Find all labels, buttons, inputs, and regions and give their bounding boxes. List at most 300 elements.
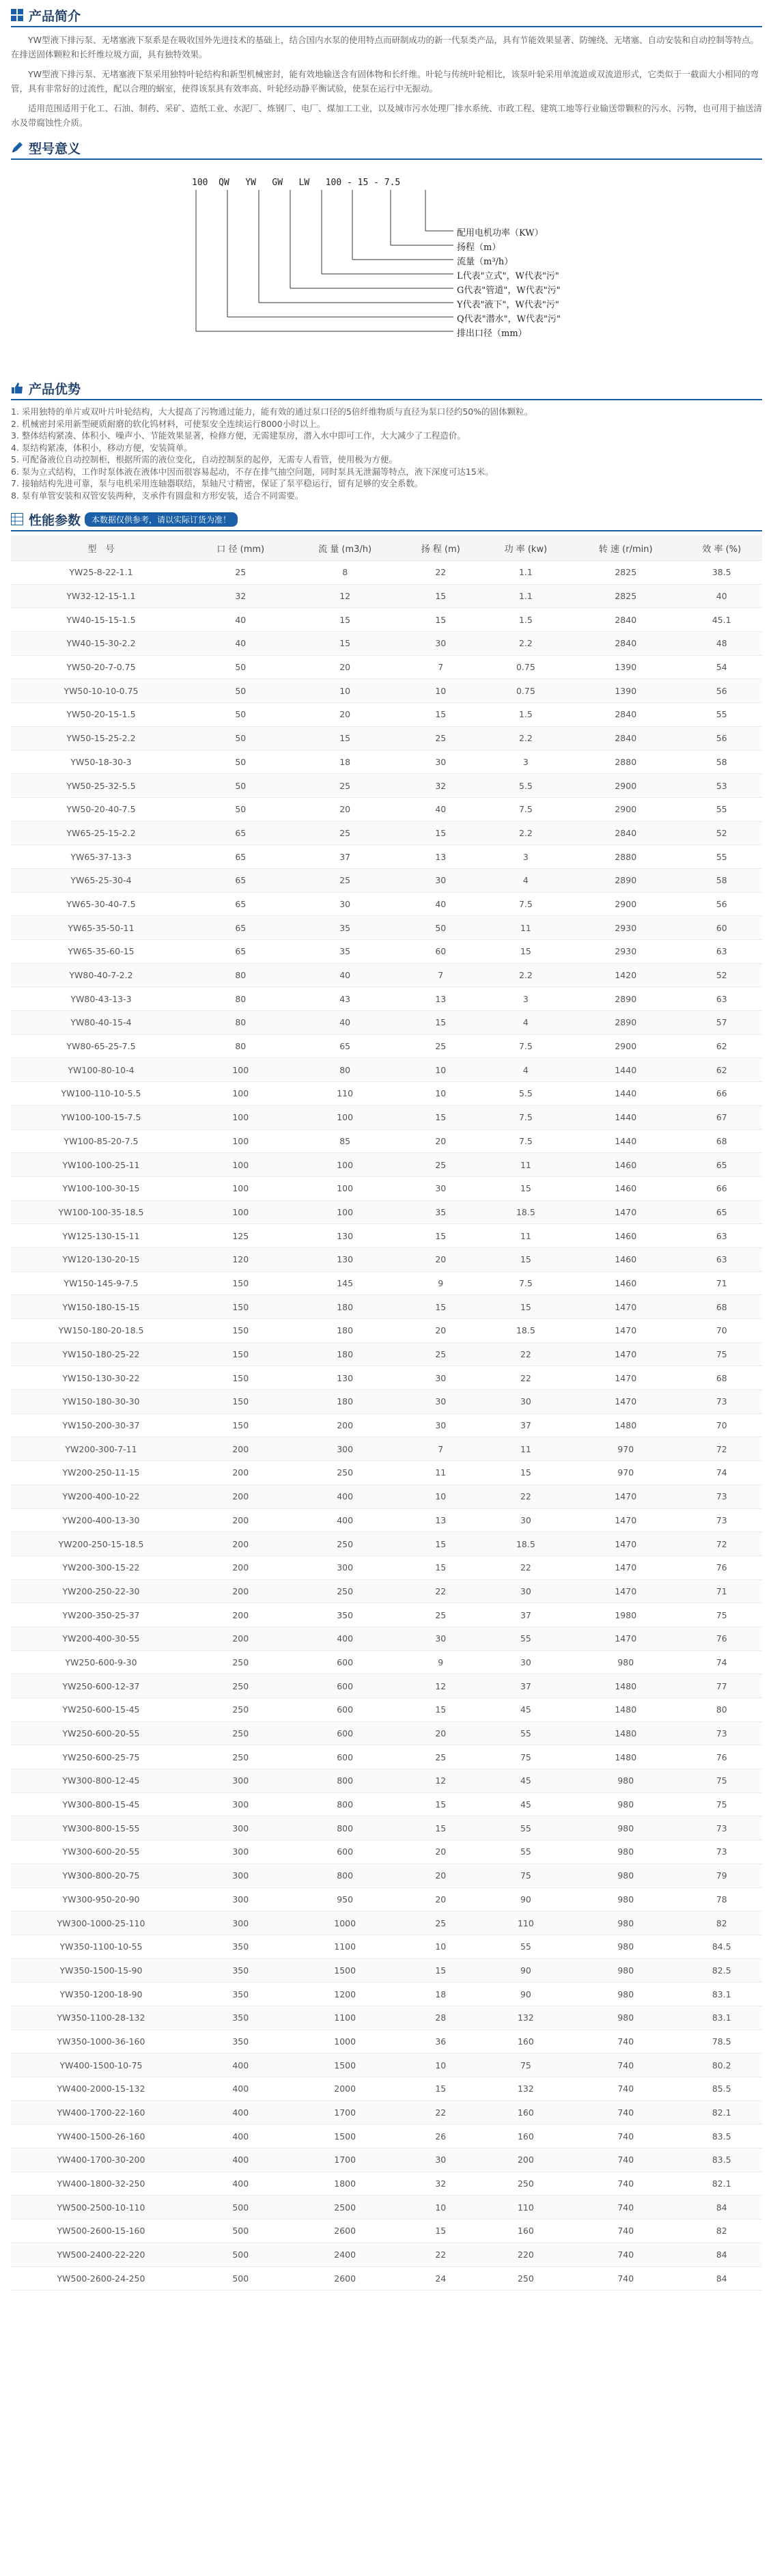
- table-cell: 500: [191, 2219, 290, 2243]
- table-row: [11, 2219, 762, 2243]
- table-cell: 4: [481, 1011, 570, 1035]
- table-row: [11, 1461, 762, 1485]
- table-cell: 37: [481, 1674, 570, 1698]
- table-cell: 400: [290, 1508, 400, 1532]
- table-cell: 600: [290, 1698, 400, 1722]
- table-header-cell: 功 率 (kw): [481, 536, 570, 561]
- table-cell: 54: [681, 655, 762, 679]
- table-cell: 200: [481, 2148, 570, 2172]
- table-cell: 1500: [290, 2053, 400, 2077]
- table-cell: YW500-2600-24-250: [11, 2267, 191, 2290]
- table-cell: 76: [681, 1555, 762, 1579]
- table-cell: 74: [681, 1650, 762, 1674]
- table-row: [11, 845, 762, 869]
- table-row: [11, 1887, 762, 1911]
- table-row: [11, 1508, 762, 1532]
- table-cell: 1470: [570, 1319, 681, 1343]
- table-cell: 22: [481, 1342, 570, 1366]
- table-cell: 2930: [570, 940, 681, 964]
- table-cell: 10: [400, 679, 481, 703]
- table-cell: 1500: [290, 1958, 400, 1982]
- table-cell: 65: [681, 1200, 762, 1224]
- table-row: [11, 1176, 762, 1200]
- intro-title: 产品简介: [29, 8, 81, 24]
- table-cell: 2840: [570, 608, 681, 632]
- table-cell: 300: [191, 1911, 290, 1935]
- table-cell: YW400-1700-30-200: [11, 2148, 191, 2172]
- table-row: [11, 1579, 762, 1603]
- table-cell: 200: [290, 1413, 400, 1437]
- table-cell: 22: [400, 561, 481, 585]
- table-cell: YW100-100-35-18.5: [11, 1200, 191, 1224]
- table-cell: 60: [400, 940, 481, 964]
- model-label-qw: Q代表"潜水"，W代表"污": [457, 314, 561, 324]
- table-cell: 82: [681, 1911, 762, 1935]
- table-cell: YW300-800-20-75: [11, 1864, 191, 1887]
- table-cell: 22: [400, 1579, 481, 1603]
- table-cell: 1460: [570, 1224, 681, 1248]
- table-cell: 160: [481, 2124, 570, 2148]
- table-row: [11, 987, 762, 1011]
- table-cell: 15: [400, 1105, 481, 1129]
- table-row: [11, 1082, 762, 1106]
- table-cell: 30: [400, 632, 481, 656]
- table-cell: 2900: [570, 1034, 681, 1058]
- table-row: [11, 2030, 762, 2053]
- table-cell: 300: [191, 1769, 290, 1793]
- table-cell: 1700: [290, 2148, 400, 2172]
- table-cell: 32: [400, 774, 481, 798]
- table-cell: 300: [191, 1816, 290, 1840]
- table-cell: 100: [191, 1082, 290, 1106]
- table-cell: 68: [681, 1129, 762, 1153]
- table-cell: 84: [681, 2267, 762, 2290]
- table-cell: 2000: [290, 2077, 400, 2101]
- table-cell: YW50-20-40-7.5: [11, 797, 191, 821]
- table-cell: 1480: [570, 1674, 681, 1698]
- table-header-cell: 口 径 (mm): [191, 536, 290, 561]
- table-cell: 740: [570, 2219, 681, 2243]
- table-cell: 58: [681, 868, 762, 892]
- table-cell: 7.5: [481, 1271, 570, 1295]
- intro-paragraph: YW型液下排污泵、无堵塞液下泵采用独特叶轮结构和新型机械密封，能有效地输送含有固体物和长纤维。叶轮与传统叶轮相比，该泵叶轮采用单流道或双流道形式，它类似于一截面大小相同的弯管，具有非常好的过流性，配以合理的蜗室，使得该泵具有效率高、叶轮经动静平衡试验，使泵在运行中无振动。: [11, 69, 759, 94]
- table-cell: 55: [681, 703, 762, 727]
- table-cell: 40: [191, 632, 290, 656]
- table-cell: 1470: [570, 1390, 681, 1414]
- table-cell: 25: [191, 561, 290, 585]
- table-cell: 20: [400, 1840, 481, 1864]
- table-cell: 350: [191, 1935, 290, 1958]
- table-cell: 132: [481, 2006, 570, 2030]
- table-cell: 740: [570, 2030, 681, 2053]
- table-cell: YW40-15-15-1.5: [11, 608, 191, 632]
- table-cell: YW300-800-15-45: [11, 1792, 191, 1816]
- table-cell: YW500-2600-15-160: [11, 2219, 191, 2243]
- list-item: 5. 可配备液位自动控制柜，根据所需的液位变化，自动控制泵的起停，无需专人看管，使用极为方便。: [11, 454, 397, 465]
- table-cell: 2900: [570, 892, 681, 916]
- table-cell: 71: [681, 1579, 762, 1603]
- table-row: [11, 1484, 762, 1508]
- table-cell: 15: [400, 1792, 481, 1816]
- table-cell: 83.1: [681, 2006, 762, 2030]
- table-cell: 65: [191, 821, 290, 845]
- table-cell: 22: [481, 1366, 570, 1390]
- table-row: [11, 2267, 762, 2290]
- table-row: [11, 1958, 762, 1982]
- table-cell: 3: [481, 987, 570, 1011]
- table-cell: 1480: [570, 1413, 681, 1437]
- table-cell: 72: [681, 1532, 762, 1556]
- table-cell: 2.2: [481, 821, 570, 845]
- table-cell: 150: [191, 1390, 290, 1414]
- page: [11, 0, 762, 2290]
- table-cell: 15: [481, 1461, 570, 1485]
- table-cell: YW400-1500-10-75: [11, 2053, 191, 2077]
- table-cell: 15: [400, 2077, 481, 2101]
- table-cell: 1480: [570, 1745, 681, 1769]
- table-cell: 2900: [570, 774, 681, 798]
- table-cell: 250: [290, 1579, 400, 1603]
- table-cell: 950: [290, 1887, 400, 1911]
- table-cell: 100: [191, 1176, 290, 1200]
- table-cell: 10: [400, 1082, 481, 1106]
- table-cell: 125: [191, 1224, 290, 1248]
- table-cell: 83.5: [681, 2124, 762, 2148]
- table-row: [11, 1342, 762, 1366]
- table-cell: 7.5: [481, 797, 570, 821]
- table-row: [11, 1816, 762, 1840]
- table-cell: 15: [290, 608, 400, 632]
- table-cell: 1.1: [481, 584, 570, 608]
- table-cell: 600: [290, 1721, 400, 1745]
- table-row: [11, 2124, 762, 2148]
- table-cell: 160: [481, 2030, 570, 2053]
- table-cell: 400: [191, 2148, 290, 2172]
- table-cell: 100: [191, 1153, 290, 1177]
- table-cell: 2840: [570, 632, 681, 656]
- table-cell: 15: [400, 1958, 481, 1982]
- table-cell: 30: [290, 892, 400, 916]
- table-cell: 1.1: [481, 561, 570, 585]
- table-row: [11, 2172, 762, 2196]
- table-cell: YW300-800-15-55: [11, 1816, 191, 1840]
- list-item: 7. 接轴结构先进可靠，泵与电机采用连轴器联结，泵轴尺寸精密，保证了泵平稳运行，留有足够的安全系数。: [11, 478, 423, 488]
- table-cell: YW50-10-10-0.75: [11, 679, 191, 703]
- table-row: [11, 1034, 762, 1058]
- table-cell: 2890: [570, 1011, 681, 1035]
- table-cell: 200: [191, 1437, 290, 1461]
- table-cell: 180: [290, 1342, 400, 1366]
- table-cell: 50: [191, 655, 290, 679]
- table-row: [11, 1129, 762, 1153]
- table-cell: 78.5: [681, 2030, 762, 2053]
- table-cell: 15: [290, 726, 400, 750]
- table-cell: 100: [191, 1129, 290, 1153]
- table-cell: 57: [681, 1011, 762, 1035]
- table-cell: 37: [481, 1603, 570, 1627]
- table-cell: 79: [681, 1864, 762, 1887]
- table-cell: 25: [400, 1911, 481, 1935]
- table-cell: 10: [400, 2196, 481, 2219]
- list-item: 8. 泵有单管安装和双管安装两种，支承件有圆盘和方形安装，适合不同需要。: [11, 490, 304, 501]
- table-row: [11, 2101, 762, 2124]
- table-cell: 13: [400, 987, 481, 1011]
- intro-body: [11, 33, 762, 130]
- performance-header: [11, 508, 762, 531]
- table-cell: 20: [290, 797, 400, 821]
- table-cell: 40: [400, 892, 481, 916]
- table-cell: 980: [570, 1958, 681, 1982]
- table-cell: 68: [681, 1366, 762, 1390]
- table-cell: 20: [400, 1721, 481, 1745]
- table-cell: YW150-145-9-7.5: [11, 1271, 191, 1295]
- table-cell: 40: [191, 608, 290, 632]
- table-cell: 90: [481, 1982, 570, 2006]
- table-cell: 55: [481, 1816, 570, 1840]
- table-cell: 80: [681, 1698, 762, 1722]
- table-header-cell: 扬 程 (m): [400, 536, 481, 561]
- table-row: [11, 774, 762, 798]
- table-cell: YW150-180-15-15: [11, 1295, 191, 1319]
- table-cell: 25: [400, 1603, 481, 1627]
- table-row: [11, 2148, 762, 2172]
- table-cell: 970: [570, 1461, 681, 1485]
- table-cell: 11: [481, 1437, 570, 1461]
- table-cell: 63: [681, 940, 762, 964]
- table-cell: 1470: [570, 1295, 681, 1319]
- table-cell: 100: [290, 1105, 400, 1129]
- table-cell: 55: [681, 797, 762, 821]
- table-cell: 73: [681, 1816, 762, 1840]
- table-row: [11, 1745, 762, 1769]
- table-cell: 100: [191, 1200, 290, 1224]
- table-cell: 30: [400, 2148, 481, 2172]
- table-cell: YW100-100-30-15: [11, 1176, 191, 1200]
- table-cell: YW350-1100-10-55: [11, 1935, 191, 1958]
- table-cell: 400: [290, 1626, 400, 1650]
- table-cell: 65: [681, 1153, 762, 1177]
- table-row: [11, 1721, 762, 1745]
- table-row: [11, 1366, 762, 1390]
- table-cell: 740: [570, 2053, 681, 2077]
- list-item: 4. 泵结构紧凑，体积小，移动方便，安装简单。: [11, 442, 193, 453]
- table-cell: 15: [400, 703, 481, 727]
- table-cell: 15: [481, 1247, 570, 1271]
- table-header-cell: 转 速 (r/min): [570, 536, 681, 561]
- table-cell: 740: [570, 2077, 681, 2101]
- table-cell: 250: [290, 1532, 400, 1556]
- table-cell: YW25-8-22-1.1: [11, 561, 191, 585]
- table-cell: 250: [191, 1650, 290, 1674]
- table-cell: YW80-65-25-7.5: [11, 1034, 191, 1058]
- table-cell: 26: [400, 2124, 481, 2148]
- table-cell: 2840: [570, 703, 681, 727]
- table-cell: 76: [681, 1626, 762, 1650]
- table-cell: 85.5: [681, 2077, 762, 2101]
- table-cell: 77: [681, 1674, 762, 1698]
- table-cell: 65: [191, 868, 290, 892]
- table-cell: YW400-1800-32-250: [11, 2172, 191, 2196]
- table-cell: YW80-43-13-3: [11, 987, 191, 1011]
- table-cell: 24: [400, 2267, 481, 2290]
- performance-title: 性能参数: [29, 512, 81, 528]
- table-cell: 7: [400, 963, 481, 987]
- table-cell: 76: [681, 1745, 762, 1769]
- table-cell: 60: [681, 916, 762, 940]
- table-cell: 73: [681, 1508, 762, 1532]
- table-cell: 200: [191, 1555, 290, 1579]
- table-cell: 32: [400, 2172, 481, 2196]
- table-cell: 200: [191, 1532, 290, 1556]
- table-cell: 38.5: [681, 561, 762, 585]
- table-cell: 350: [290, 1603, 400, 1627]
- table-cell: 75: [681, 1342, 762, 1366]
- table-cell: 25: [290, 821, 400, 845]
- table-row: [11, 892, 762, 916]
- table-cell: 84.5: [681, 1935, 762, 1958]
- table-cell: 400: [290, 1484, 400, 1508]
- table-cell: 72: [681, 1437, 762, 1461]
- table-cell: 5.5: [481, 774, 570, 798]
- table-cell: 250: [191, 1698, 290, 1722]
- table-cell: 980: [570, 1792, 681, 1816]
- intro-header: [11, 4, 762, 27]
- table-cell: 1480: [570, 1721, 681, 1745]
- table-cell: YW100-80-10-4: [11, 1058, 191, 1082]
- table-row: [11, 2196, 762, 2219]
- table-cell: 150: [191, 1295, 290, 1319]
- table-cell: 1440: [570, 1058, 681, 1082]
- table-cell: 160: [481, 2219, 570, 2243]
- table-cell: 100: [290, 1200, 400, 1224]
- table-body: [11, 561, 762, 2290]
- table-cell: 11: [400, 1461, 481, 1485]
- table-cell: YW50-18-30-3: [11, 750, 191, 774]
- table-cell: 62: [681, 1034, 762, 1058]
- table-cell: YW50-20-15-1.5: [11, 703, 191, 727]
- table-cell: 20: [290, 655, 400, 679]
- table-cell: 1390: [570, 679, 681, 703]
- table-cell: 350: [191, 1982, 290, 2006]
- table-cell: 63: [681, 1224, 762, 1248]
- table-cell: 40: [290, 1011, 400, 1035]
- table-cell: 15: [400, 1555, 481, 1579]
- table-header-cell: 流 量 (m3/h): [290, 536, 400, 561]
- table-cell: YW125-130-15-11: [11, 1224, 191, 1248]
- table-cell: 4: [481, 1058, 570, 1082]
- table-cell: 980: [570, 1887, 681, 1911]
- table-cell: 18.5: [481, 1319, 570, 1343]
- table-row: [11, 1271, 762, 1295]
- table-cell: 100: [290, 1153, 400, 1177]
- table-cell: 12: [290, 584, 400, 608]
- table-cell: 1470: [570, 1366, 681, 1390]
- table-cell: 1440: [570, 1082, 681, 1106]
- table-cell: 70: [681, 1413, 762, 1437]
- table-cell: 400: [191, 2124, 290, 2148]
- table-cell: 250: [481, 2172, 570, 2196]
- table-cell: 12: [400, 1674, 481, 1698]
- table-cell: 37: [290, 845, 400, 869]
- model-code: 100 QW YW GW LW 100 - 15 - 7.5: [192, 178, 401, 188]
- table-cell: 300: [191, 1887, 290, 1911]
- table-cell: 800: [290, 1792, 400, 1816]
- table-cell: 10: [400, 2053, 481, 2077]
- table-cell: 45.1: [681, 608, 762, 632]
- table-cell: 600: [290, 1745, 400, 1769]
- table-cell: 2400: [290, 2243, 400, 2267]
- table-cell: YW200-250-15-18.5: [11, 1532, 191, 1556]
- pencil-icon: [11, 141, 23, 154]
- table-cell: 150: [191, 1319, 290, 1343]
- table-cell: 75: [481, 1745, 570, 1769]
- table-cell: 160: [481, 2101, 570, 2124]
- table-cell: YW65-30-40-7.5: [11, 892, 191, 916]
- table-cell: 2.2: [481, 726, 570, 750]
- table-cell: 1700: [290, 2101, 400, 2124]
- model-label-head: 扬程（m）: [457, 243, 501, 253]
- table-cell: 800: [290, 1864, 400, 1887]
- model-diagram: [11, 165, 762, 370]
- table-cell: 20: [400, 1319, 481, 1343]
- table-cell: 50: [191, 703, 290, 727]
- table-cell: 5.5: [481, 1082, 570, 1106]
- table-cell: 2825: [570, 584, 681, 608]
- table-cell: 30: [400, 1176, 481, 1200]
- table-cell: 3: [481, 845, 570, 869]
- table-cell: 350: [191, 2006, 290, 2030]
- table-cell: 980: [570, 1911, 681, 1935]
- table-row: [11, 1603, 762, 1627]
- table-cell: 10: [290, 679, 400, 703]
- table-cell: 1000: [290, 2030, 400, 2053]
- table-cell: 25: [400, 1034, 481, 1058]
- table-cell: 1470: [570, 1508, 681, 1532]
- table-cell: 110: [481, 1911, 570, 1935]
- table-cell: 10: [400, 1484, 481, 1508]
- table-cell: 8: [290, 561, 400, 585]
- table-cell: 40: [400, 797, 481, 821]
- table-cell: 45: [481, 1769, 570, 1793]
- table-cell: 4: [481, 868, 570, 892]
- table-cell: 50: [191, 797, 290, 821]
- table-cell: 400: [191, 2053, 290, 2077]
- table-cell: 66: [681, 1176, 762, 1200]
- table-cell: 30: [481, 1579, 570, 1603]
- table-cell: 82.1: [681, 2101, 762, 2124]
- table-cell: 82.5: [681, 1958, 762, 1982]
- disclaimer-badge: 本数据仅供参考，请以实际订货为准！: [85, 512, 238, 527]
- table-row: [11, 679, 762, 703]
- table-cell: 50: [191, 679, 290, 703]
- table-cell: 84: [681, 2243, 762, 2267]
- table-cell: 15: [400, 1532, 481, 1556]
- table-row: [11, 797, 762, 821]
- table-cell: 80: [191, 1011, 290, 1035]
- table-cell: 74: [681, 1461, 762, 1485]
- table-icon: [11, 513, 23, 525]
- table-cell: 50: [400, 916, 481, 940]
- table-cell: 150: [191, 1271, 290, 1295]
- table-cell: 67: [681, 1105, 762, 1129]
- table-cell: 90: [481, 1958, 570, 1982]
- table-cell: 84: [681, 2196, 762, 2219]
- table-cell: 35: [400, 1200, 481, 1224]
- table-row: [11, 1319, 762, 1343]
- table-cell: 22: [481, 1484, 570, 1508]
- table-cell: 200: [191, 1508, 290, 1532]
- table-cell: 25: [400, 726, 481, 750]
